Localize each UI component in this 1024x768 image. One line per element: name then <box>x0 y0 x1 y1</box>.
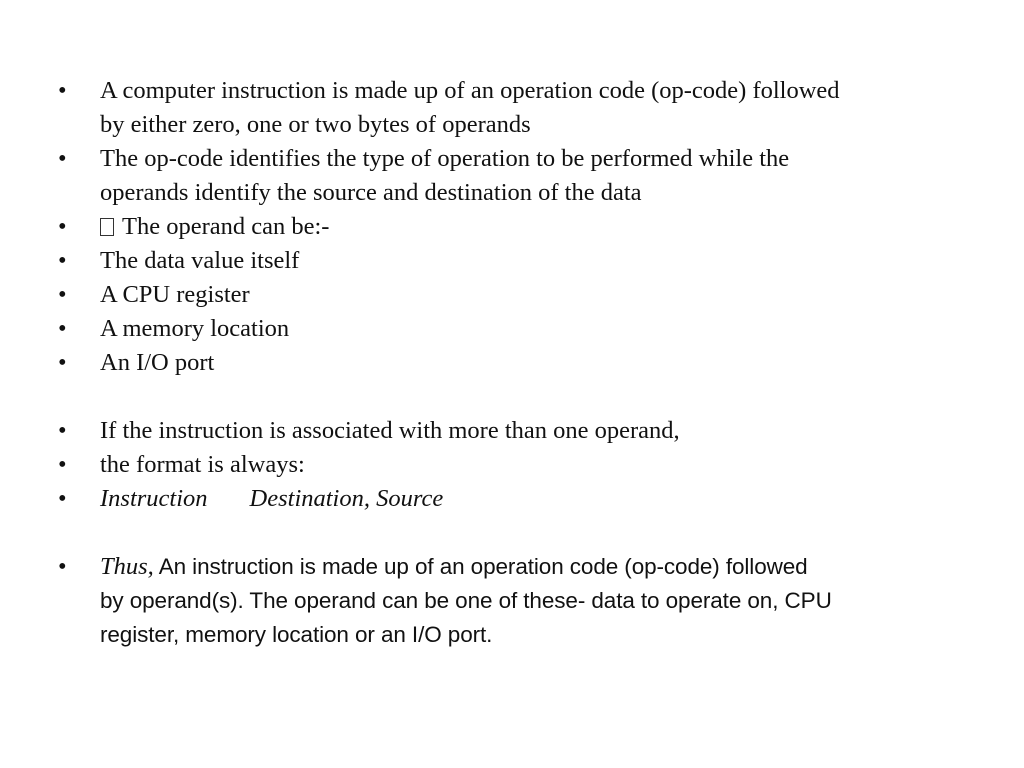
bullet-text: The operand can be:- <box>122 213 330 240</box>
bullet-icon: • <box>58 349 67 376</box>
bullet-icon: • <box>58 247 67 274</box>
bullet-item-data-value <box>56 244 976 278</box>
spacer <box>56 380 976 414</box>
bullet-icon: • <box>58 417 67 444</box>
bullet-text-line: register, memory location or an I/O port. <box>100 622 493 647</box>
bullet-item-io-port <box>56 346 976 380</box>
format-operands: Destination, Source <box>249 485 444 512</box>
bullet-text: The data value itself <box>100 247 300 274</box>
missing-glyph-box-icon <box>100 218 114 236</box>
bullet-icon: • <box>58 281 67 308</box>
bullet-item-memory-location <box>56 312 976 346</box>
bullet-text-line: by either zero, one or two bytes of operands <box>100 111 531 138</box>
bullet-item-format <box>56 448 976 482</box>
bullet-text-line: by operand(s). The operand can be one of these- data to operate on, CPU <box>100 588 832 613</box>
bullet-icon: • <box>58 145 67 172</box>
format-instruction: Instruction <box>100 485 208 512</box>
spacer <box>56 516 976 550</box>
bullet-list <box>56 74 976 652</box>
bullet-text-line: The op-code identifies the type of operation to be performed while the <box>100 145 790 172</box>
bullet-icon: • <box>58 451 67 478</box>
bullet-item-instruction-definition <box>56 74 976 142</box>
bullet-text: the format is always: <box>100 451 305 478</box>
bullet-item-cpu-register <box>56 278 976 312</box>
bullet-text: A CPU register <box>100 281 250 308</box>
bullet-icon: • <box>58 213 67 240</box>
bullet-icon: • <box>58 315 67 342</box>
bullet-text: A memory location <box>100 315 290 342</box>
bullet-text-line: An instruction is made up of an operation code (op-code) followed <box>153 554 808 579</box>
bullet-text: An I/O port <box>100 349 215 376</box>
summary-lead: Thus, <box>100 553 154 580</box>
bullet-item-operand-can-be <box>56 210 976 244</box>
bullet-text: If the instruction is associated with more than one operand, <box>100 417 680 444</box>
bullet-text-line: A computer instruction is made up of an operation code (op-code) followed <box>100 77 840 104</box>
bullet-icon: • <box>58 77 67 104</box>
bullet-icon: • <box>58 485 67 512</box>
bullet-item-multiple-operands <box>56 414 976 448</box>
bullet-icon: • <box>58 553 67 580</box>
bullet-item-opcode-description <box>56 142 976 210</box>
bullet-text-line: operands identify the source and destination of the data <box>100 179 642 206</box>
bullet-item-summary <box>56 550 976 652</box>
bullet-item-instruction-format <box>56 482 976 516</box>
